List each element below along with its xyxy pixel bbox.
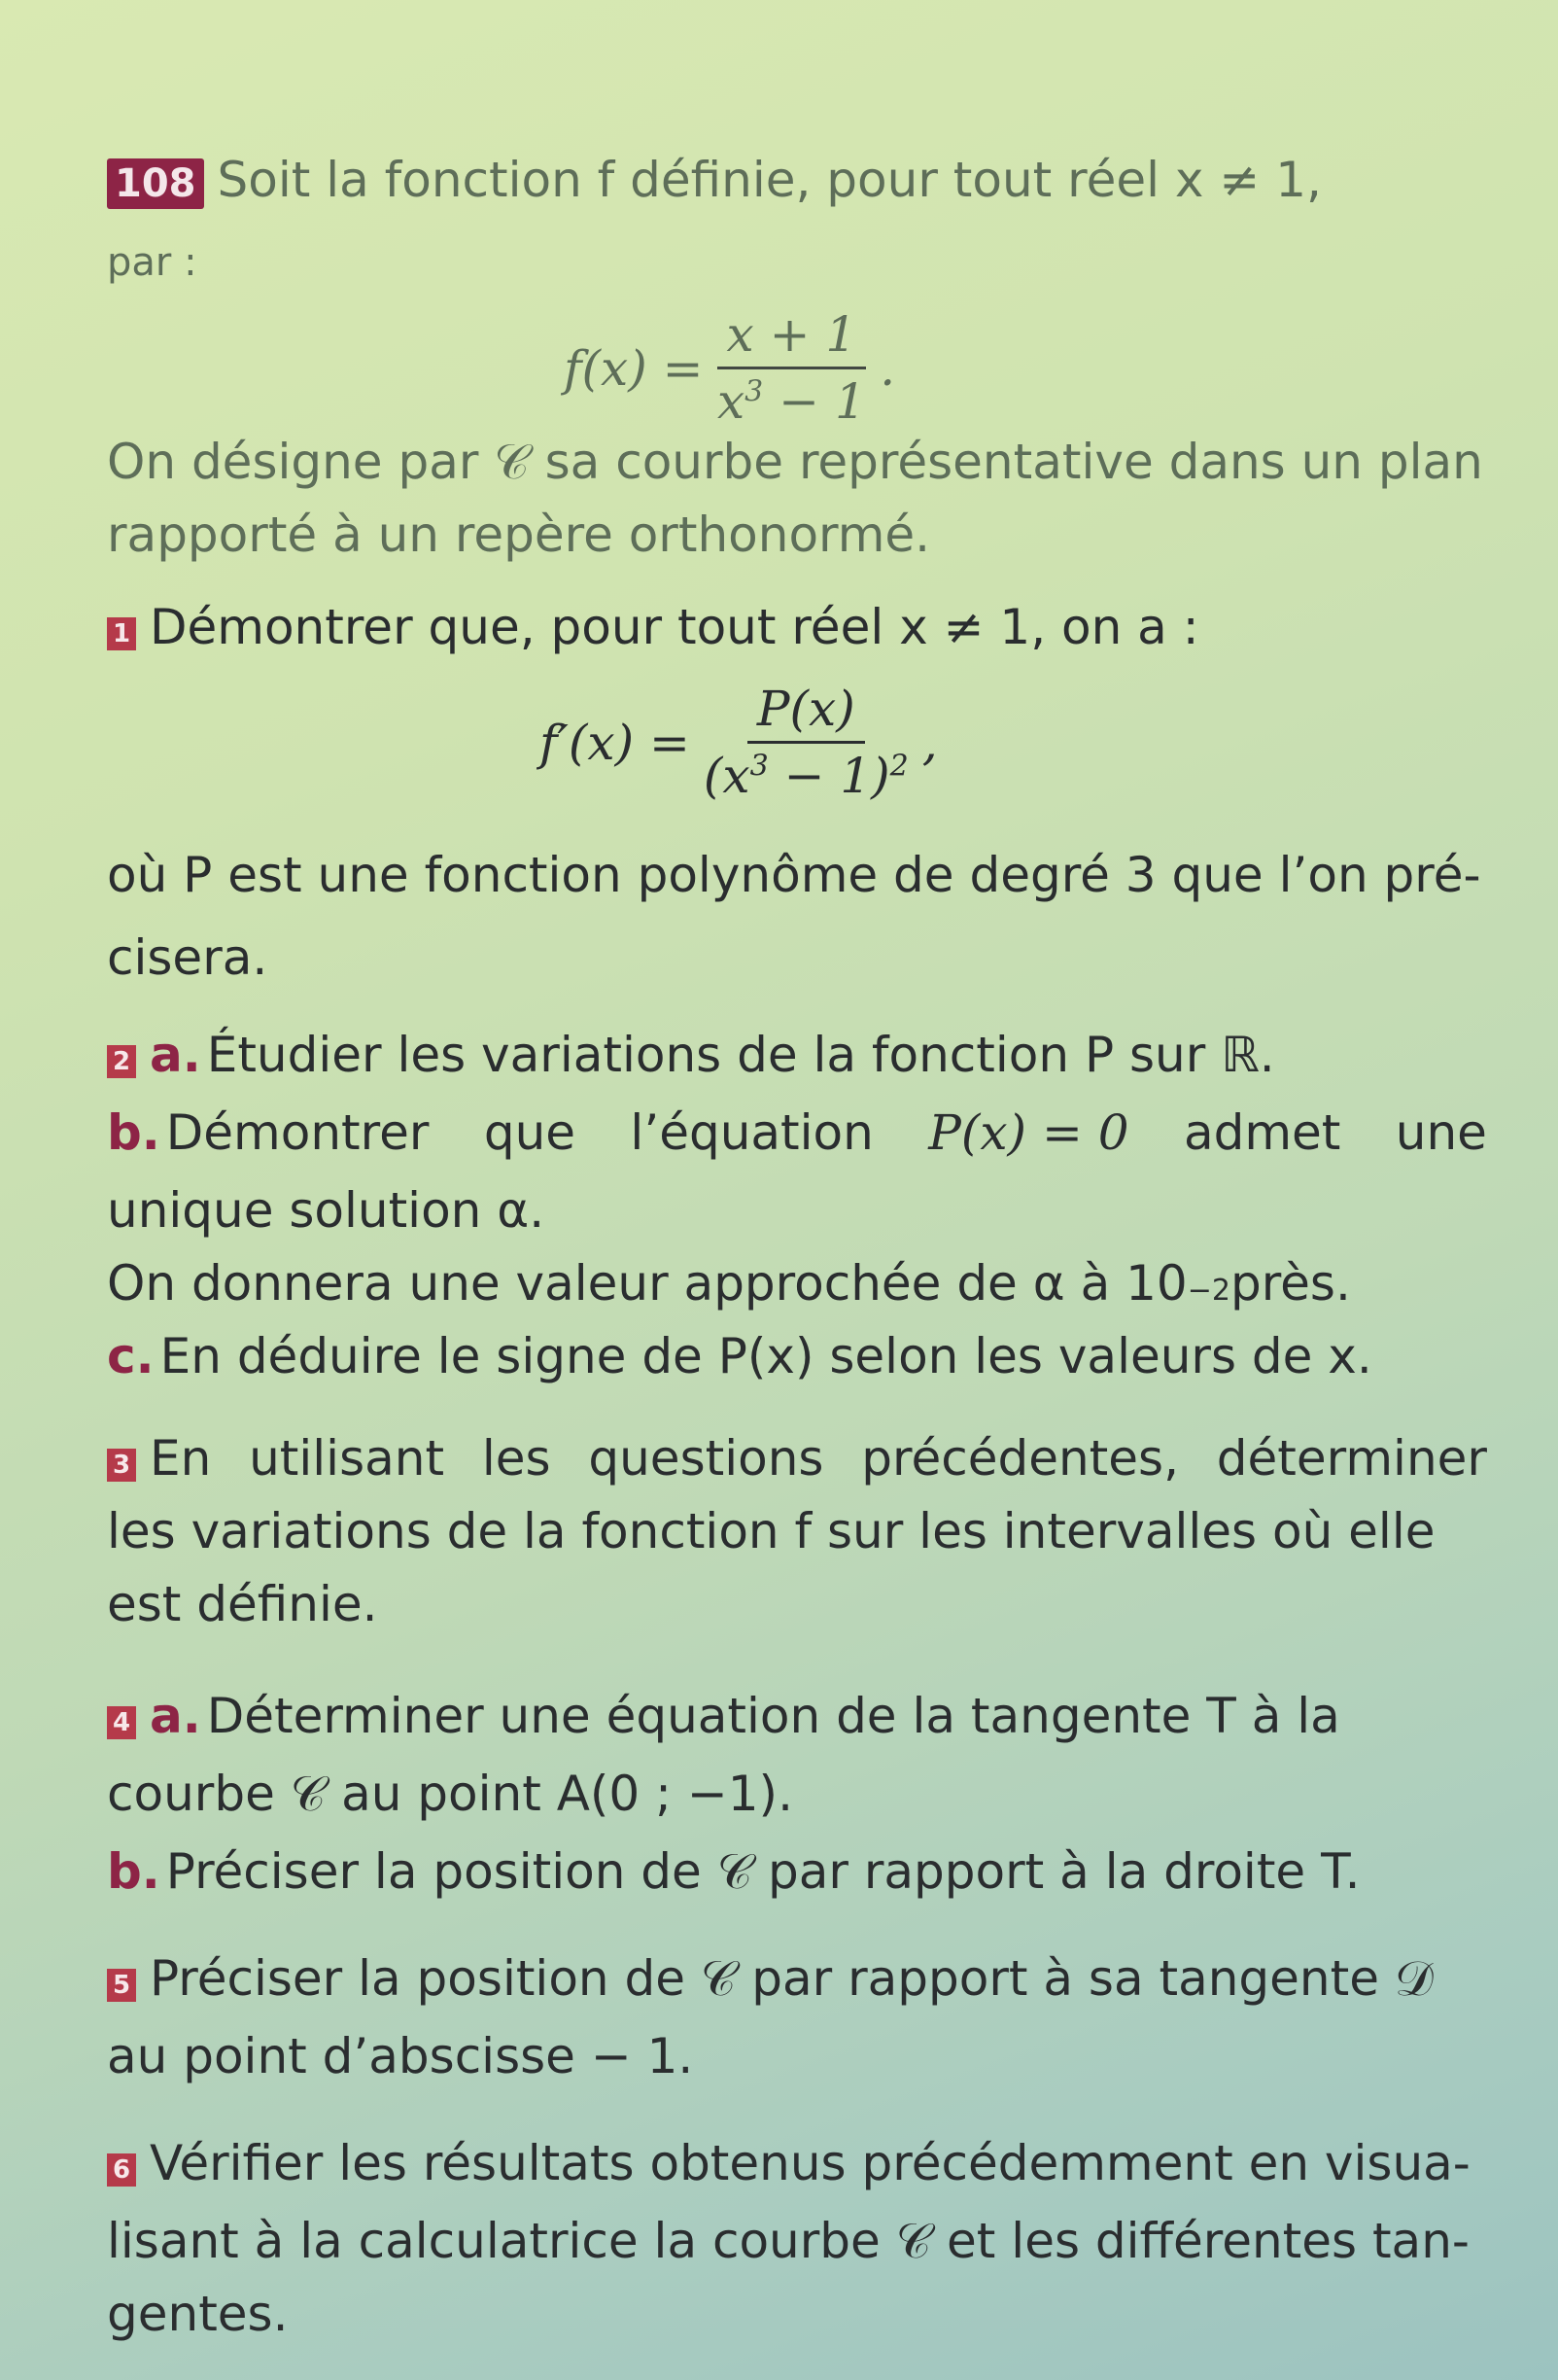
q4b-line <box>107 1842 1487 1901</box>
q3-line2: les variations de la fonction f sur les intervalles où elle <box>107 1503 1436 1559</box>
derivative-lhs: f′(x) = <box>539 714 690 771</box>
derivative-fraction <box>704 681 909 804</box>
intro-text: Soit la fonction f définie, pour tout réel x ≠ 1, <box>217 152 1322 208</box>
function-numerator: x + 1 <box>717 306 867 369</box>
function-denominator: $x^3 - 1$ <box>716 373 866 430</box>
q1-marker: 1 <box>107 617 136 650</box>
q6-line3: gentes. <box>107 2286 289 2342</box>
q4b-text: Préciser la position de 𝒞 par rapport à la droite T. <box>165 1843 1361 1900</box>
q5-line2: au point d’abscisse − 1. <box>107 2028 694 2084</box>
q2b-line3: On donnera une valeur approchée de α à 10 −2 près. <box>107 1255 1351 1312</box>
derivative-numerator: P(x) <box>747 681 865 744</box>
derivative-denominator: $(x^3 - 1)^2$ <box>703 748 909 804</box>
q2-marker: 2 <box>107 1045 136 1078</box>
q3-line1 <box>107 1429 1487 1488</box>
derivative-end: , <box>921 714 938 771</box>
q2b-line2: unique solution α. <box>107 1182 545 1239</box>
q4a-line2: courbe 𝒞 au point A(0 ; −1). <box>107 1766 793 1822</box>
q1-line3: cisera. <box>107 929 268 986</box>
function-lhs: f(x) = <box>564 339 704 397</box>
q1-line2: où P est une fonction polynôme de degré 3 que l’on pré- <box>107 847 1481 903</box>
q3-words: En utilisant les questions précédentes, déterminer <box>150 1430 1487 1487</box>
q5-text: Préciser la position de 𝒞 par rapport à sa tangente 𝒟 <box>150 1950 1434 2007</box>
q5-line1 <box>107 1949 1487 2008</box>
q2a-text: Étudier les variations de la fonction P sur ℝ. <box>206 1027 1275 1083</box>
q2c-text: En déduire le signe de P(x) selon les valeurs de x. <box>159 1328 1372 1384</box>
q4-marker: 4 <box>107 1706 136 1739</box>
derivative-formula <box>539 681 938 804</box>
q5-marker: 5 <box>107 1969 136 2002</box>
q2b-words: Démontrer que l’équation P(x) = 0 admet une <box>165 1104 1487 1161</box>
q3-line3: est définie. <box>107 1576 378 1632</box>
q4a-text: Déterminer une équation de la tangente T à la <box>206 1688 1340 1744</box>
q2b-letter: b. <box>107 1104 160 1161</box>
curve-description-line1: On désigne par 𝒞 sa courbe représentative dans un plan <box>107 434 1483 490</box>
exercise-number-badge: 108 <box>107 158 204 209</box>
q4a-letter: a. <box>150 1688 201 1744</box>
function-end: . <box>880 339 896 397</box>
q2c-line <box>107 1327 1487 1385</box>
exercise-intro-line1 <box>107 151 1487 209</box>
q2a-line <box>107 1026 1487 1084</box>
q2a-letter: a. <box>150 1027 201 1083</box>
function-fraction <box>717 306 867 430</box>
q4b-letter: b. <box>107 1843 160 1900</box>
q2b-line1 <box>107 1103 1487 1162</box>
q6-text: Vérifier les résultats obtenus précédemment en visua- <box>150 2135 1471 2191</box>
q4a-line1 <box>107 1687 1487 1745</box>
q6-line1 <box>107 2134 1487 2192</box>
q6-marker: 6 <box>107 2153 136 2187</box>
q1-line1 <box>107 598 1487 656</box>
q6-line2: lisant à la calculatrice la courbe 𝒞 et les différentes tan- <box>107 2213 1470 2269</box>
exercise-intro-line2: par : <box>107 240 197 285</box>
function-definition <box>564 306 895 430</box>
q1-text: Démontrer que, pour tout réel x ≠ 1, on a : <box>150 599 1199 655</box>
q2c-letter: c. <box>107 1328 155 1384</box>
q3-marker: 3 <box>107 1449 136 1482</box>
curve-description-line2: rapporté à un repère orthonormé. <box>107 507 931 563</box>
